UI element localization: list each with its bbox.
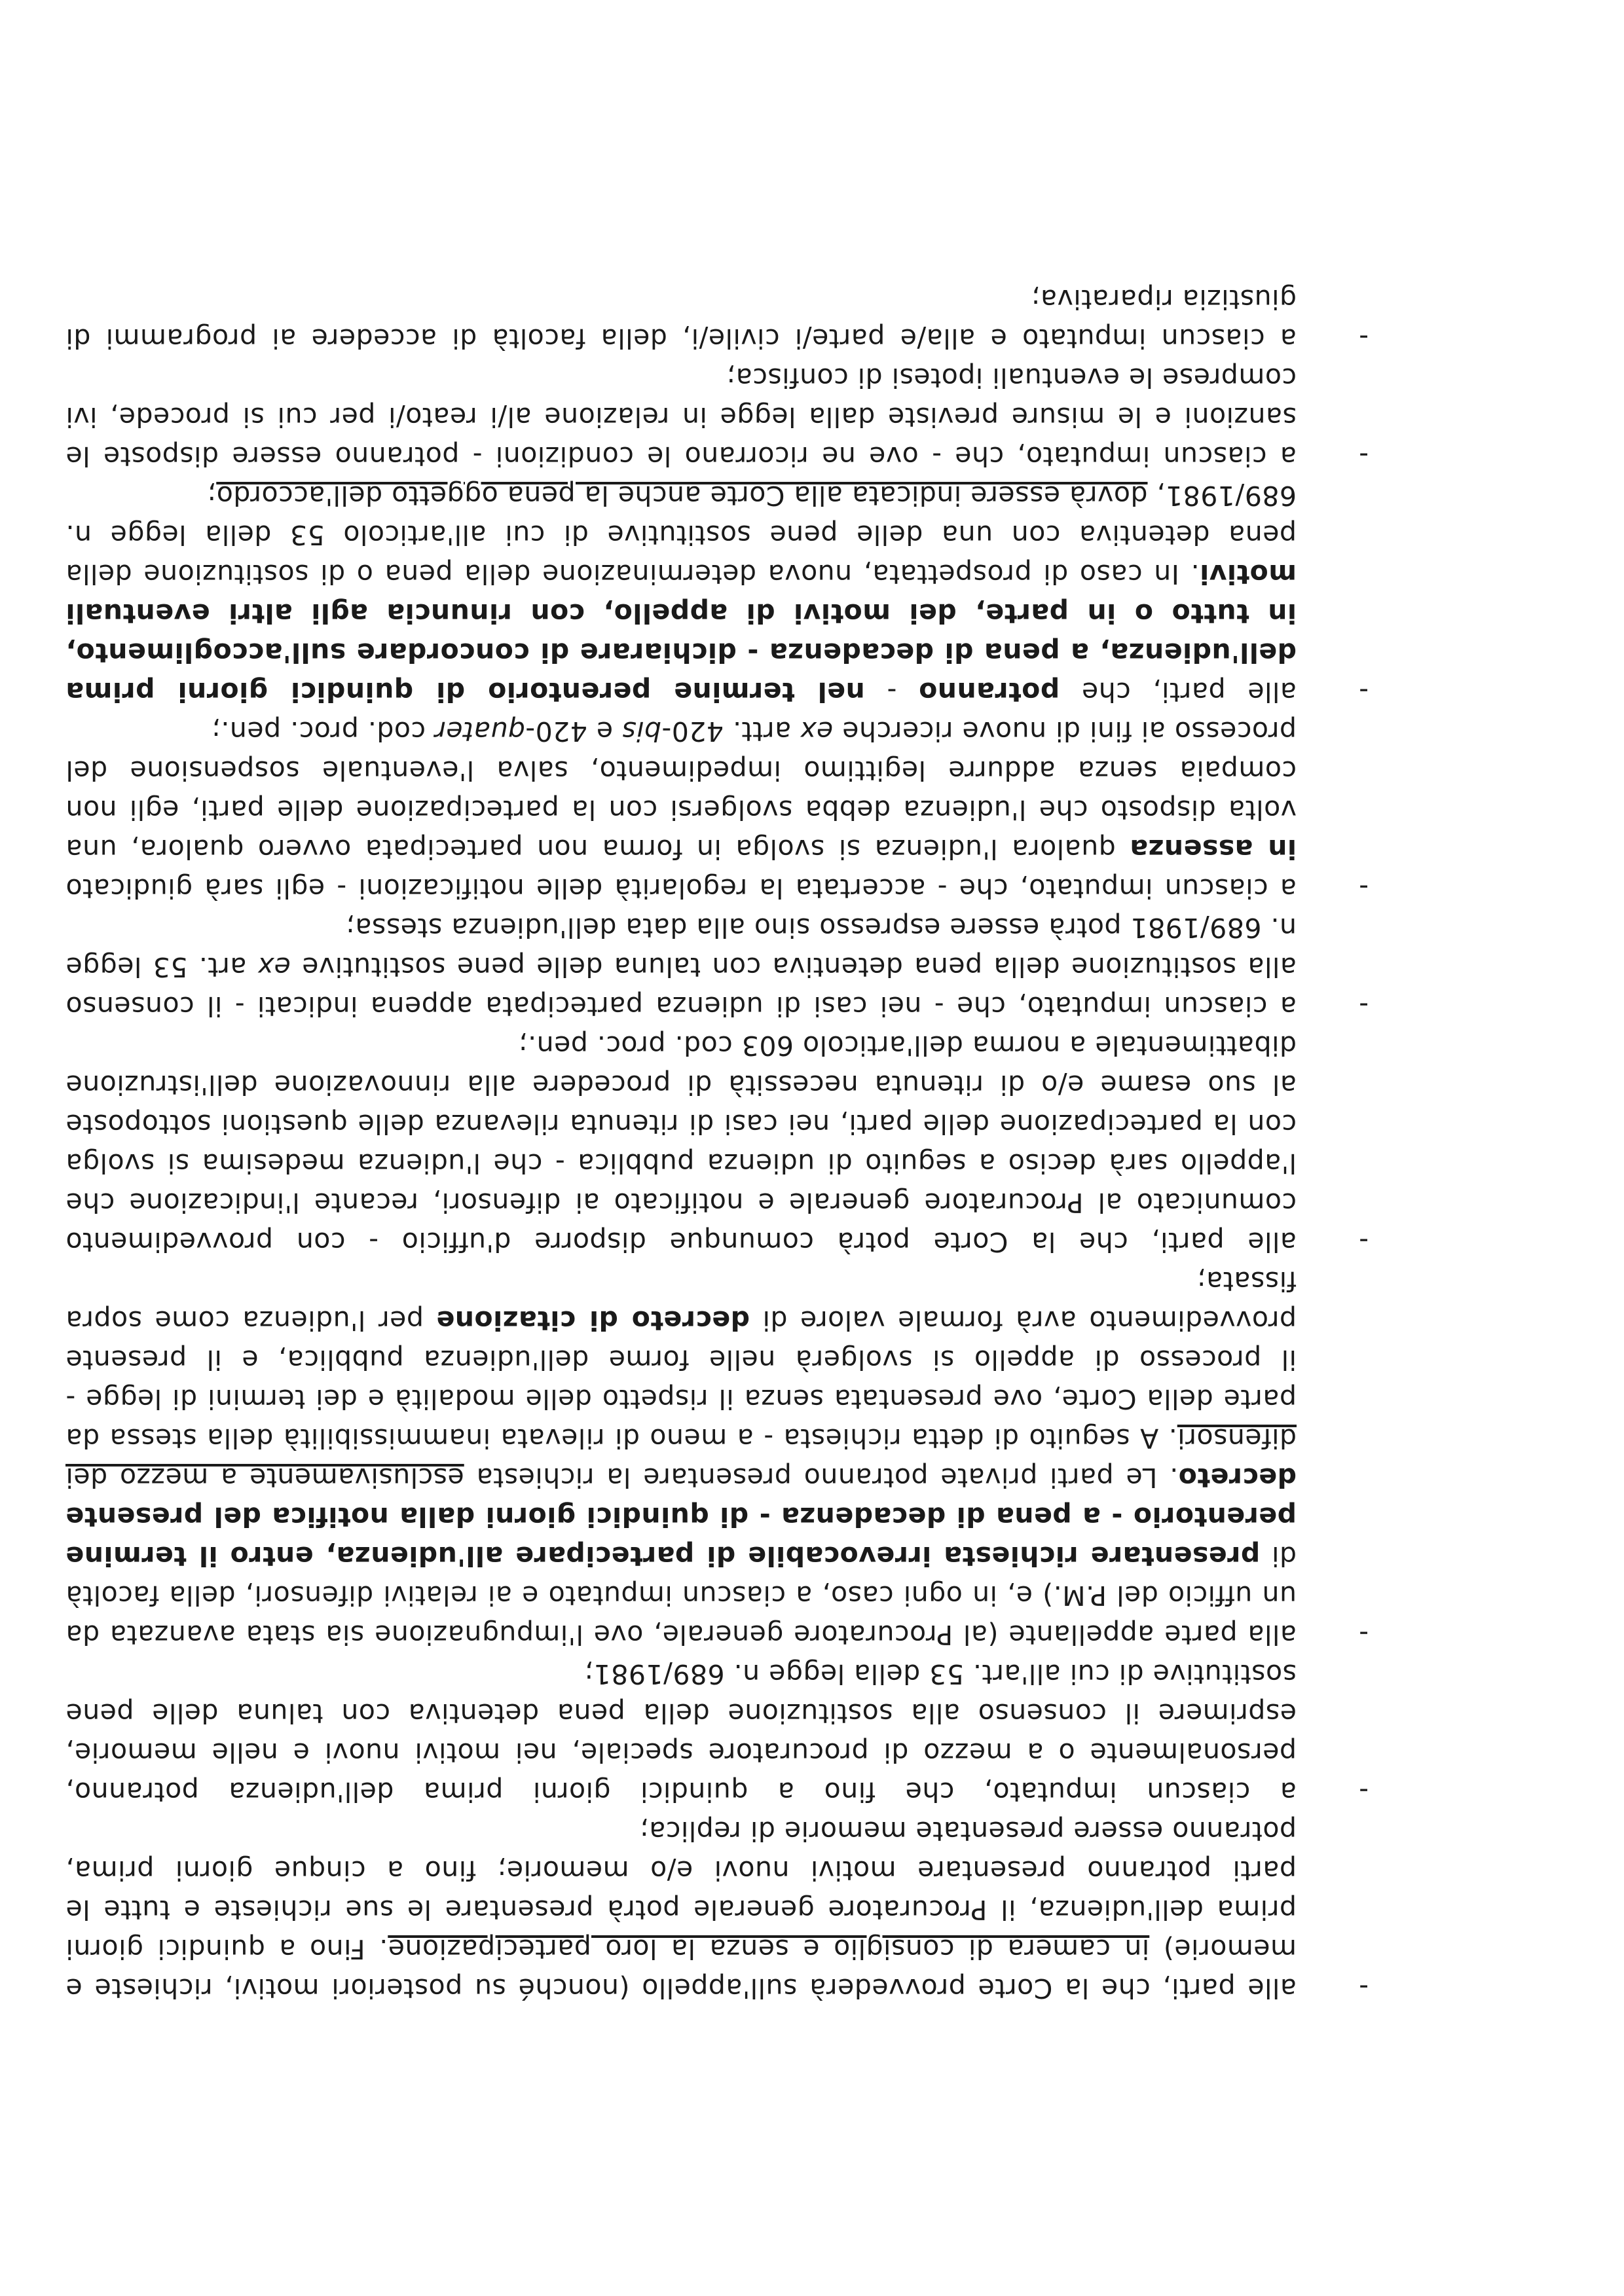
- list-item: [65, 476, 1369, 712]
- list-item-text: [65, 1030, 1297, 1258]
- list-item-text: [65, 1815, 1297, 2004]
- list-item-text: [65, 362, 1297, 472]
- list-bullet: -: [1358, 1776, 1369, 1808]
- text-segment: ex: [257, 951, 291, 983]
- text-segment: quater: [434, 716, 525, 747]
- list-bullet: -: [1358, 1226, 1369, 1258]
- list-item: [65, 358, 1369, 476]
- text-segment: bis: [621, 716, 661, 747]
- text-segment: dovrà essere indicata alla Corte anche la pena oggetto dell'accordo: [216, 480, 1148, 511]
- text-segment: a ciascun imputato e alla/e parte/i civile/i, della facoltà di accedere ai programmi di giustizia riparativa;: [65, 283, 1297, 354]
- list-bullet: -: [1358, 991, 1369, 1022]
- list-bullet: -: [1358, 441, 1369, 472]
- text-segment: . Le parti private potranno presentare la richiesta: [464, 1462, 1179, 1493]
- text-segment: per l'udienza come sopra fissata;: [65, 1266, 1297, 1336]
- list-item: [65, 1026, 1369, 1262]
- text-segment: art. 53 legge n. 689/1981 potrà essere espresso sino alla data dell'udienza stessa;: [65, 912, 1297, 983]
- text-segment: nel termine perentorio di quindici giorni prima dell'udienza, a pena di decadenza - dichiarare di concordare sull'accoglimento, in tutto o in parte, dei motivi di appello, con rinuncia agli altri eventuali motivi: [65, 558, 1297, 708]
- list-bullet: -: [1358, 323, 1369, 354]
- text-segment: esclusivamente a mezzo dei difensori: [65, 1423, 1297, 1493]
- text-segment: alle parti, che la Corte provvederà sull'appello (nonché su posteriori motivi, richieste e memorie): [65, 1933, 1297, 2004]
- text-segment: potranno: [918, 676, 1060, 708]
- text-segment: decreto di citazione: [436, 1305, 750, 1336]
- list-item-text: [65, 1658, 1297, 1808]
- list-item-text: [65, 716, 1297, 904]
- list-item: [65, 1812, 1369, 2008]
- text-segment: cod. proc. pen.;: [211, 716, 435, 747]
- list-item-text: [65, 912, 1297, 1022]
- text-segment: e 420-: [525, 716, 622, 747]
- text-segment: in assenza: [1129, 833, 1297, 865]
- text-segment: a ciascun imputato, che - ove ne ricorrano le condizioni - potranno essere disposte le sanzioni e le misure previste dalla legge in relazione al/i reato/i per cui si procede, ivi comprese le eventuali ipotesi di confisca;: [65, 362, 1297, 472]
- list-bullet: -: [1358, 1619, 1369, 1650]
- text-segment: artt. 420-: [661, 716, 800, 747]
- list-item-text: [65, 480, 1297, 708]
- list-item: [65, 280, 1369, 358]
- list-item-text: [65, 1266, 1297, 1650]
- text-segment: -: [864, 676, 919, 708]
- text-segment: ;: [206, 480, 217, 511]
- list-item-text: [65, 283, 1297, 354]
- text-segment: a ciascun imputato, che fino a quindici giorni prima dell'udienza potranno, personalmente o a mezzo di procuratore speciale, nei motivi nuovi e nelle memorie, esprimere il consenso alla sostituzione della pena detentiva con taluna delle pene sostitutive di cui all'art. 53 della legge n. 689/1981;: [65, 1658, 1297, 1808]
- list-item: [65, 712, 1369, 908]
- text-segment: alle parti, che la Corte potrà comunque disporre d'ufficio - con provvedimento comunicato al Procuratore generale e notificato ai difensori, recante l'indicazione che l'appello sarà deciso a seguito di udienza pubblica - che l'udienza medesima si svolga con la partecipazione delle parti, nei casi di ritenuta rilevanza delle questioni sottoposte al suo esame e/o di ritenuta necessità di procedere alla rinnovazione dell'istruzione dibattimentale a norma dell'articolo 603 cod. proc. pen.;: [65, 1030, 1297, 1258]
- document-body: [65, 280, 1369, 2008]
- list-item: [65, 908, 1369, 1026]
- text-segment: ex: [800, 716, 834, 747]
- text-segment: qualora l'udienza si svolga in forma non partecipata ovvero qualora, una volta disposto che l'udienza debba svolgersi con la partecipazione delle parti, egli non compaia senza addurre legittimo impedimento, salva l'eventuale sospensione del processo ai fini di nuove ricerche: [65, 716, 1297, 865]
- list-item: [65, 1654, 1369, 1812]
- list-item: [65, 1262, 1369, 1654]
- list-bullet: -: [1358, 873, 1369, 904]
- text-segment: presentare richiesta irrevocabile di partecipare all'udienza, entro il termine perentorio - a pena di decadenza - di quindici giorni dalla notifica del presente decreto: [65, 1462, 1297, 1572]
- text-segment: a ciascun imputato, che - accertata la regolarità delle notificazioni - egli sarà giudicato: [65, 873, 1297, 904]
- list-bullet: -: [1358, 1973, 1369, 2004]
- list-bullet: -: [1358, 676, 1369, 708]
- text-segment: . Fino a quindici giorni prima dell'udienza, il Procuratore generale potrà presentare le sue richieste e tutte le parti potranno presentare motivi nuovi e/o memorie; fino a cinque giorni prima, potranno essere presentate memorie di replica;: [65, 1815, 1297, 1965]
- text-segment: in camera di consiglio e senza la loro partecipazione: [388, 1933, 1150, 1965]
- text-segment: . In caso di prospettata, nuova determinazione della pena o di sostituzione della pena detentiva con una delle pene sostitutive di cui all'articolo 53 della legge n. 689/1981,: [65, 480, 1297, 590]
- text-segment: alla parte appellante (al Procuratore generale, ove l'impugnazione sia stata avanzata da un ufficio del P.M.) e, in ogni caso, a ciascun imputato e ai relativi difensori, della facoltà di: [65, 1540, 1297, 1650]
- text-segment: . A seguito di detta richiesta - a meno di rilevata inammissibilità della stessa da parte della Corte, ove presentata senza il rispetto delle modalità e dei termini di legge - il processo di appello si svolgerà nelle forme dell'udienza pubblica, e il presente provvedimento avrà formale valore di: [65, 1305, 1297, 1454]
- text-segment: a ciascun imputato, che - nei casi di udienza partecipata appena indicati - il consenso alla sostituzione della pena detentiva con taluna delle pene sostitutive: [65, 951, 1297, 1022]
- text-segment: alle parti, che: [1060, 676, 1297, 708]
